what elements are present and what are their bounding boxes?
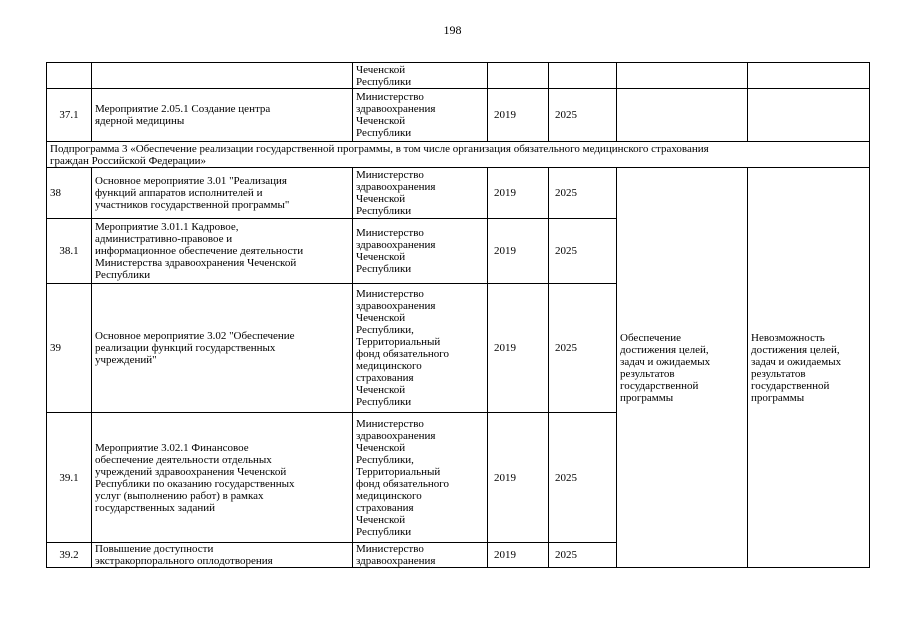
activity-name: Мероприятие 3.02.1 Финансовое обеспечение деятельности отдельных учреждений здравоохранения Чеченской Республики по оказанию государственных услуг (выполнению работ) в рамках государственных заданий (92, 413, 353, 543)
table-row (47, 89, 870, 142)
row-number: 37.1 (47, 89, 92, 142)
start-year: 2019 (488, 543, 549, 568)
executor: Министерство здравоохранения (353, 543, 488, 568)
executor: Министерство здравоохранения Чеченской Республики, Территориальный фонд обязательного медицинского страхования Чеченской Республики (353, 284, 488, 413)
subprogram-title: Подпрограмма 3 «Обеспечение реализации государственной программы, в том числе организация обязательного медицинского страхования граждан Российской Федерации» (47, 142, 870, 168)
program-table (46, 62, 870, 568)
executor: Министерство здравоохранения Чеченской Республики, Территориальный фонд обязательного медицинского страхования Чеченской Республики (353, 413, 488, 543)
subprogram-row (47, 142, 870, 168)
start-year (488, 63, 549, 89)
row-number: 39 (47, 284, 92, 413)
end-year: 2025 (549, 219, 617, 284)
row-number (47, 63, 92, 89)
executor: Министерство здравоохранения Чеченской Республики (353, 89, 488, 142)
start-year: 2019 (488, 219, 549, 284)
expected-result (617, 89, 748, 142)
start-year: 2019 (488, 89, 549, 142)
row-number: 38 (47, 168, 92, 219)
activity-name: Основное мероприятие 3.01 "Реализация функций аппаратов исполнителей и участников государственной программы" (92, 168, 353, 219)
end-year: 2025 (549, 284, 617, 413)
end-year: 2025 (549, 413, 617, 543)
table-row (47, 168, 870, 219)
executor: Министерство здравоохранения Чеченской Республики (353, 219, 488, 284)
table-row (47, 63, 870, 89)
activity-name: Повышение доступности экстракорпорального оплодотворения (92, 543, 353, 568)
start-year: 2019 (488, 168, 549, 219)
end-year: 2025 (549, 168, 617, 219)
page-number: 198 (443, 23, 462, 37)
expected-result: Обеспечение достижения целей, задач и ожидаемых результатов государственной программы (617, 168, 748, 568)
executor: Чеченской Республики (353, 63, 488, 89)
risk (748, 89, 870, 142)
activity-name: Мероприятие 3.01.1 Кадровое, административно-правовое и информационное обеспечение деятельности Министерства здравоохранения Чеченской Республики (92, 219, 353, 284)
expected-result (617, 63, 748, 89)
activity-name (92, 63, 353, 89)
end-year (549, 63, 617, 89)
start-year: 2019 (488, 413, 549, 543)
activity-name: Основное мероприятие 3.02 "Обеспечение реализации функций государственных учреждений" (92, 284, 353, 413)
risk (748, 63, 870, 89)
risk: Невозможность достижения целей, задач и ожидаемых результатов государственной программы (748, 168, 870, 568)
row-number: 38.1 (47, 219, 92, 284)
row-number: 39.1 (47, 413, 92, 543)
start-year: 2019 (488, 284, 549, 413)
row-number: 39.2 (47, 543, 92, 568)
executor: Министерство здравоохранения Чеченской Республики (353, 168, 488, 219)
activity-name: Мероприятие 2.05.1 Создание центра ядерной медицины (92, 89, 353, 142)
end-year: 2025 (549, 89, 617, 142)
end-year: 2025 (549, 543, 617, 568)
